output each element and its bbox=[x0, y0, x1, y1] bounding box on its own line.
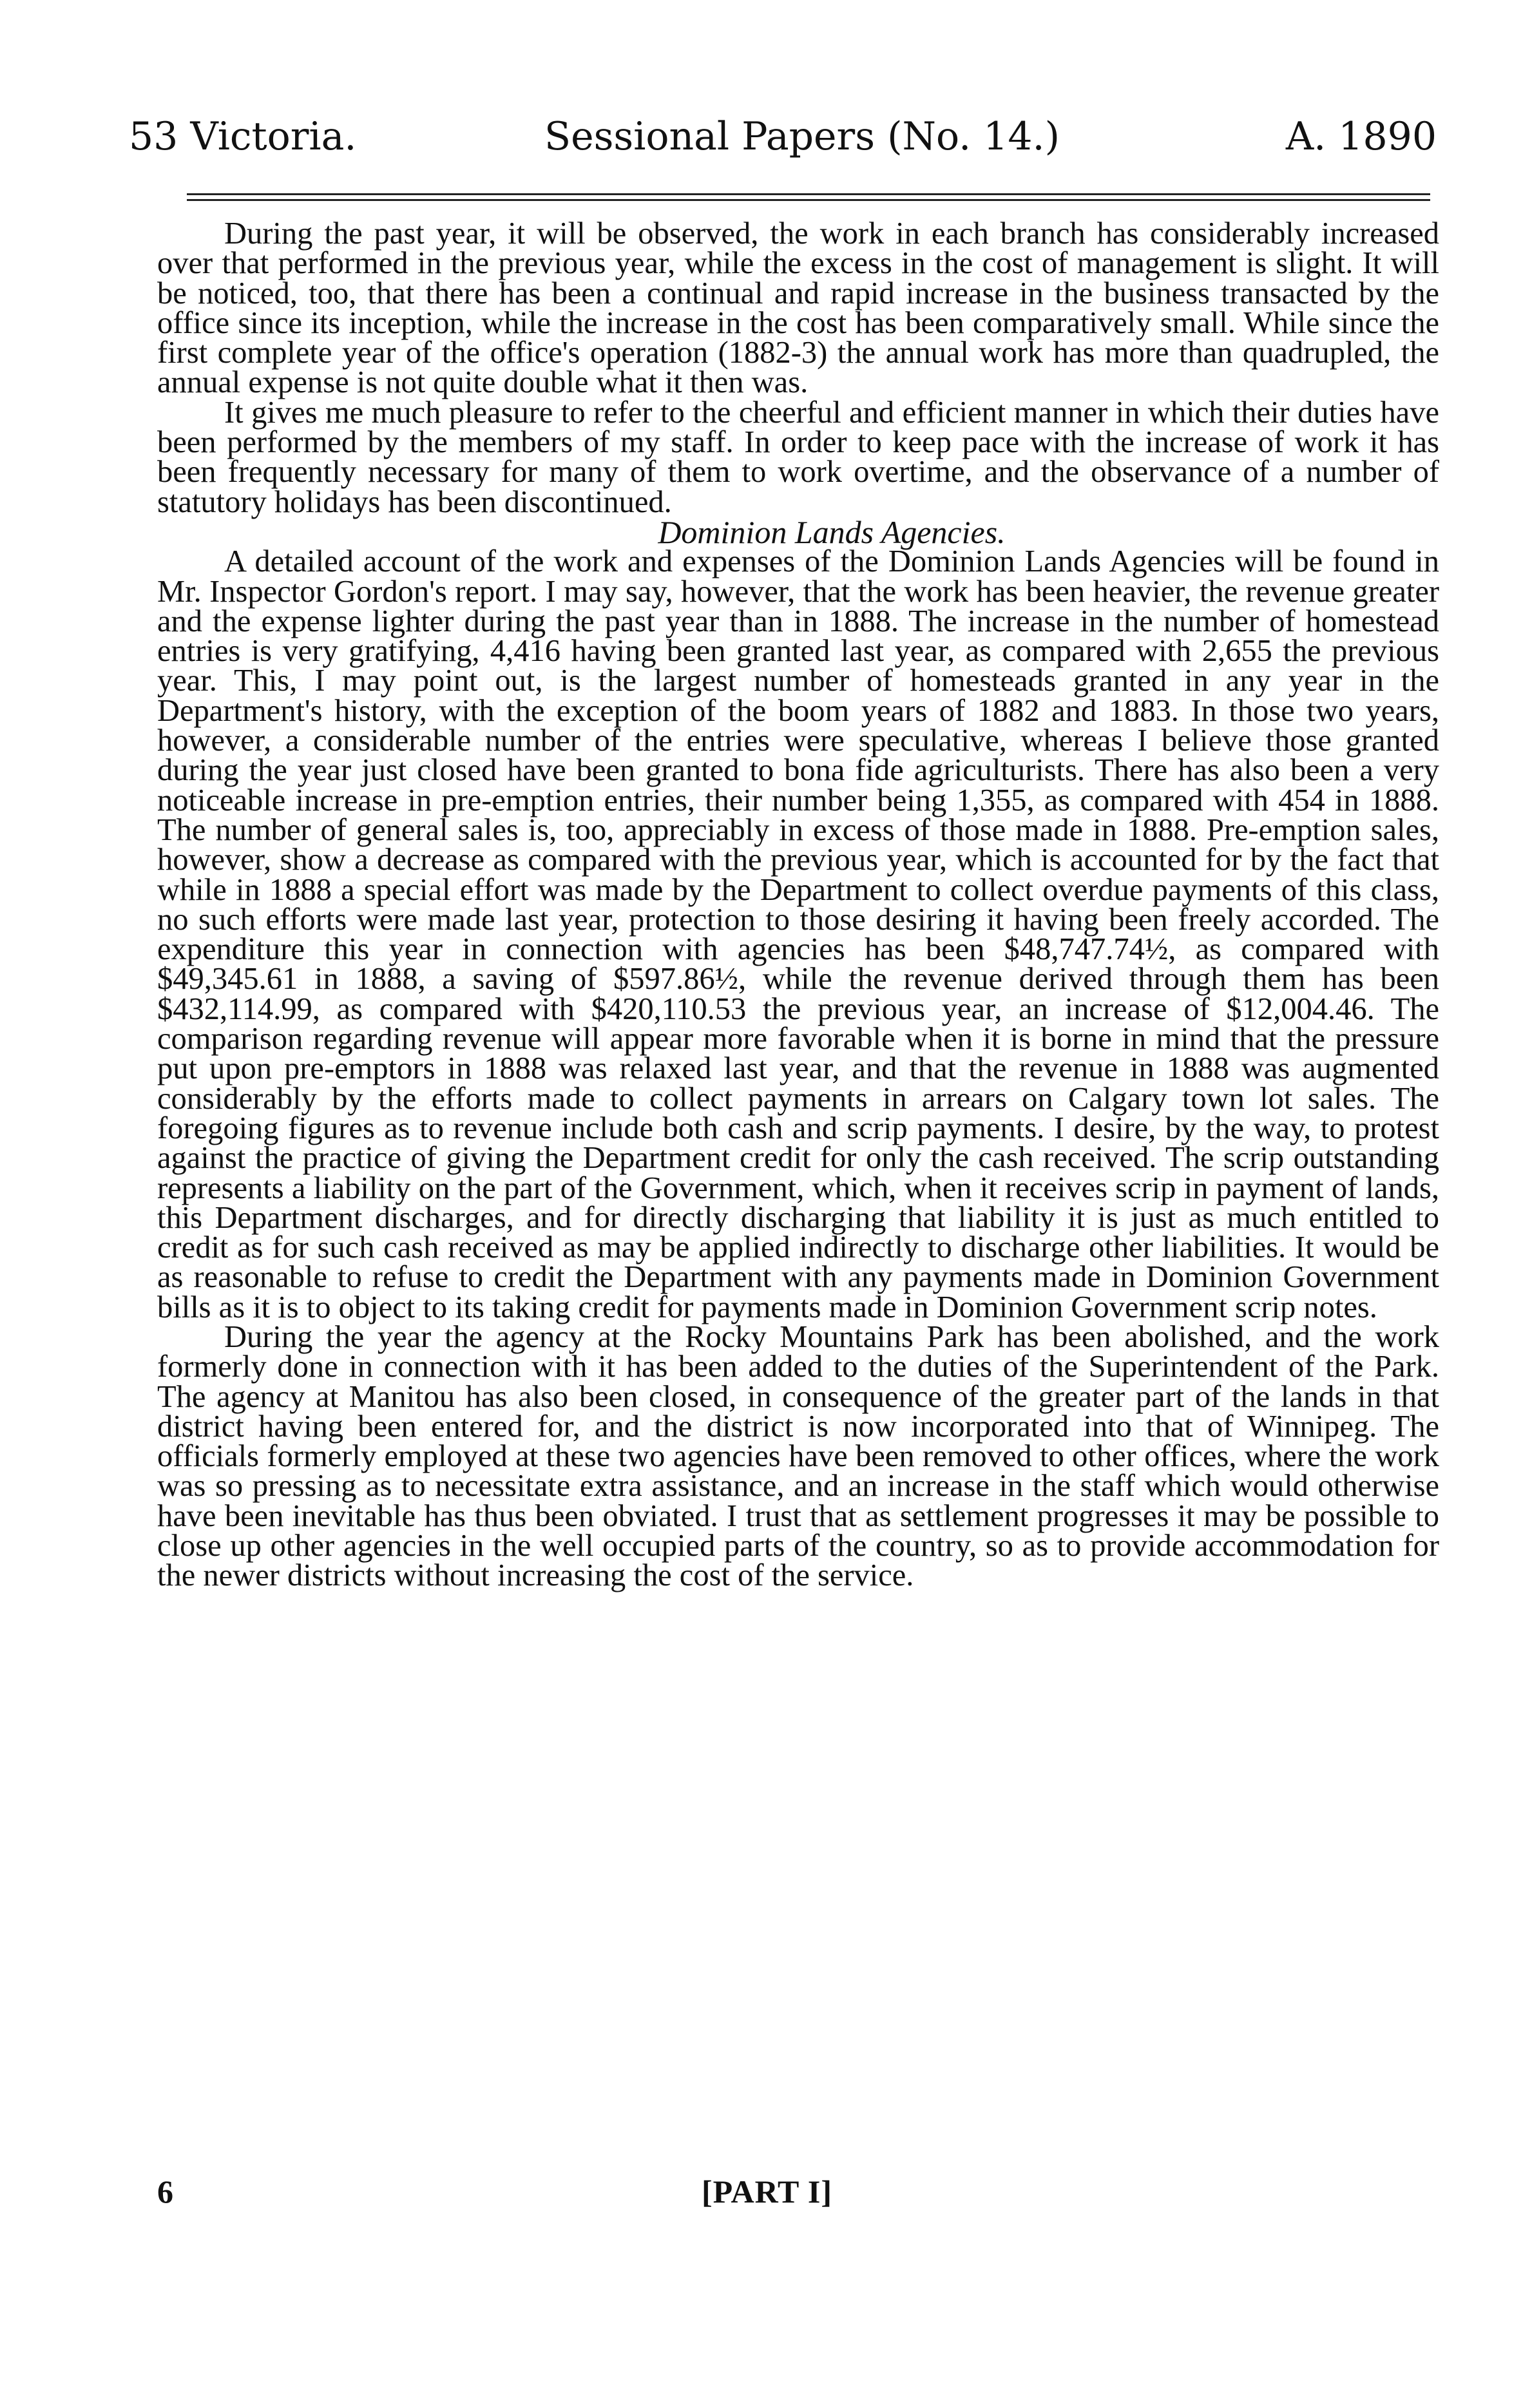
header-title: Sessional Papers (No. 14.) bbox=[544, 114, 1060, 159]
paragraph-staff: It gives me much pleasure to refer to the cheerful and efficient manner in which their duties have been performed by the members of my staff. In order to keep pace with the increase of work it has been frequently necessary for many of them to work overtime, and the observance of a number of statutory holidays has been discontinued. bbox=[157, 395, 1439, 519]
running-header bbox=[129, 111, 1437, 162]
header-session: 53 Victoria. bbox=[129, 114, 357, 159]
header-rule-top bbox=[187, 193, 1430, 195]
page-body bbox=[157, 216, 1439, 1593]
paragraph-agencies: A detailed account of the work and expenses of the Dominion Lands Agencies will be found in Mr. Inspector Gordon's report. I may say, however, that the work has been heavier, the revenue greater and the expense lighter during the past year than in 1888. The increase in the number of homestead entries is very gratifying, 4,416 having been granted last year, as compared with 2,655 the previous year. This, I may point out, is the largest number of homesteads granted in any year in the Department's history, with the exception of the boom years of 1882 and 1883. In those two years, however, a considerable number of the entries were speculative, whereas I believe those granted during the year just closed have been granted to bona fide agriculturists. There has also been a very noticeable increase in pre-emption entries, their number being 1,355, as compared with 454 in 1888. The number of general sales is, too, appreciably in excess of those made in 1888. Pre-emption sales, however, show a decrease as compared with the previous year, which is accounted for by the fact that while in 1888 a special effort was made by the Department to collect overdue payments of this class, no such efforts were made last year, protection to those desiring it having been freely accorded. The expenditure this year in connection with agencies has been $48,747.74½, as compared with $49,345.61 in 1888, a saving of $597.86½, while the revenue derived through them has been $432,114.99, as compared with $420,110.53 the previous year, an increase of $12,004.46. The comparison regarding revenue will appear more favorable when it is borne in mind that the pressure put upon pre-emptors in 1888 was relaxed last year, and that the revenue in 1888 was augmented considerably by the efforts made to collect payments in arrears on Calgary town lot sales. The foregoing figures as to revenue include both cash and scrip payments. I desire, by the way, to protest against the practice of giving the Department credit for only the cash received. The scrip outstanding represents a liability on the part of the Government, which, when it receives scrip in payment of lands, this Department discharges, and for directly discharging that liability it is just as much entitled to credit as for such cash received as may be applied indirectly to discharge other liabilities. It would be as reasonable to refuse to credit the Department with any payments made in Dominion Government bills as it is to object to its taking credit for payments made in Dominion Government scrip notes. bbox=[157, 544, 1439, 1324]
section-heading: Dominion Lands Agencies. bbox=[658, 513, 1006, 550]
part-label: [PART I] bbox=[702, 2174, 832, 2210]
paragraph-work-increase: During the past year, it will be observed, the work in each branch has considerably increased over that performed in the previous year, while the excess in the cost of management is slight. It will be noticed, too, that there has been a continual and rapid increase in the business transacted by the office since its inception, while the increase in the cost has been comparatively small. While since the first complete year of the office's operation (1882-3) the annual work has more than quadrupled, the annual expense is not quite double what it then was. bbox=[157, 216, 1439, 400]
header-year: A. 1890 bbox=[1285, 114, 1437, 159]
header-rule-bottom bbox=[187, 199, 1430, 201]
page-footer bbox=[157, 2172, 1439, 2211]
paragraph-agency-closures: During the year the agency at the Rocky Mountains Park has been abolished, and the work formerly done in connection with it has been added to the duties of the Superintendent of the Park. The agency at Manitou has also been closed, in consequence of the greater part of the lands in that district having been entered for, and the district is now incorporated into that of Winnipeg. The officials formerly employed at these two agencies have been removed to other offices, where the work was so pressing as to necessitate extra assistance, and an increase in the staff which would otherwise have been inevitable has thus been obviated. I trust that as settlement progresses it may be possible to close up other agencies in the well occupied parts of the country, so as to provide accommodation for the newer districts without increasing the cost of the service. bbox=[157, 1319, 1439, 1593]
page-number: 6 bbox=[157, 2174, 173, 2210]
